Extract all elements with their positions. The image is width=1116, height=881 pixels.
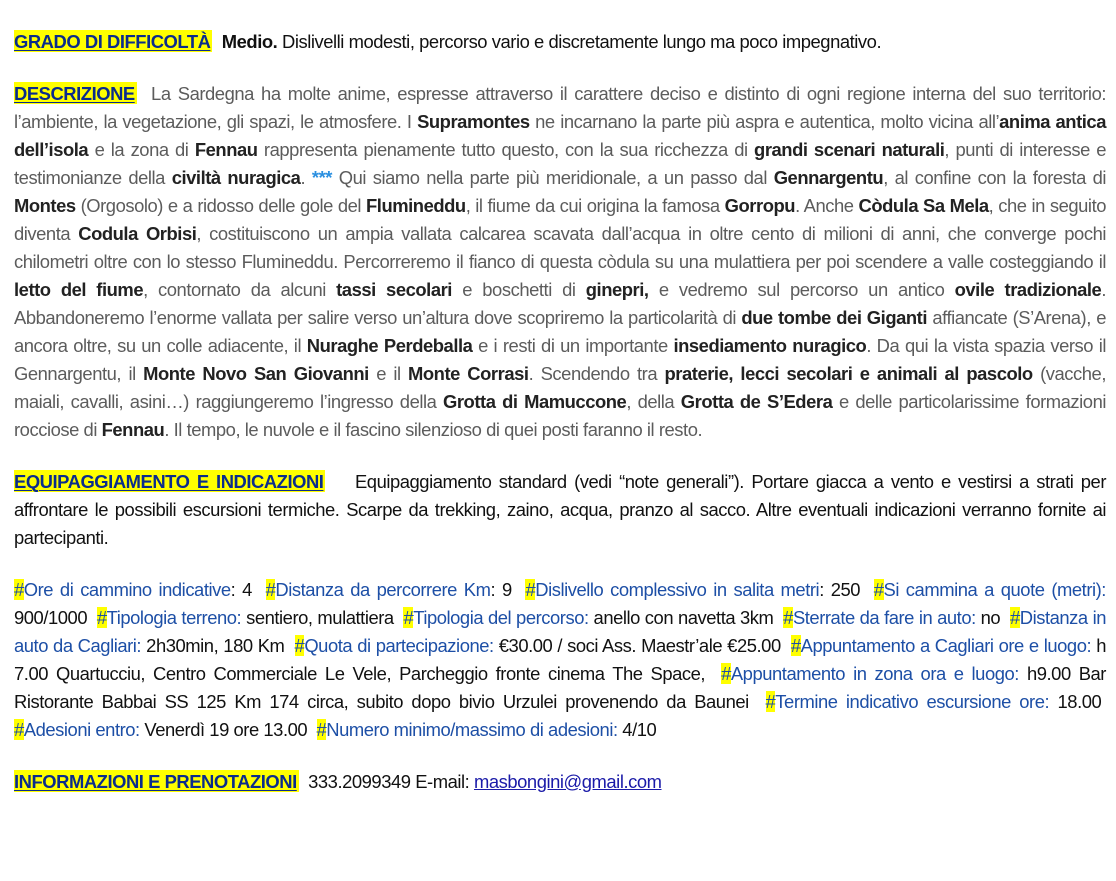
info-email-label: E-mail: <box>415 771 470 792</box>
hash-marker: # <box>96 607 107 628</box>
desc-text: (vacche, maiali, cavalli, asini…) raggiungeremo l’ingresso della <box>14 363 1106 412</box>
detail-item <box>14 719 307 740</box>
info-heading: INFORMAZIONI E PRENOTAZIONI <box>14 771 297 792</box>
detail-label: Adesioni entro: <box>23 719 140 740</box>
difficulty-level: Medio. <box>221 31 278 52</box>
desc-bold: Nuraghe Perdeballa <box>306 335 473 356</box>
desc-text: La Sardegna ha molte anime, espresse attraverso il carattere deciso e distinto di ogni regione interna del suo territorio: l’ambiente, la vegetazione, gli spazi, le atmosfere. I <box>14 83 1107 132</box>
desc-text: , al confine con la foresta di <box>883 167 1106 188</box>
detail-label: Appuntamento in zona ora e luogo: <box>730 663 1019 684</box>
desc-bold: Fennau <box>194 139 258 160</box>
detail-label: Distanza in auto da Cagliari: <box>14 607 1106 656</box>
desc-text: e vedremo sul percorso un antico <box>648 279 955 300</box>
difficulty-section <box>14 28 1106 56</box>
detail-label: Sterrate da fare in auto: <box>792 607 976 628</box>
desc-bold: anima antica dell’isola <box>14 111 1106 160</box>
hash-marker: # <box>721 663 731 684</box>
detail-item <box>403 607 773 628</box>
desc-text: , che in seguito diventa <box>14 195 1107 244</box>
separator-stars: *** <box>311 167 332 188</box>
hash-marker: # <box>403 607 414 628</box>
detail-label: Dislivello complessivo in salita metri <box>535 579 820 600</box>
desc-bold: tassi secolari <box>336 279 452 300</box>
desc-text: (Orgosolo) e a ridosso delle gole del <box>75 195 366 216</box>
desc-text: , contornato da alcuni <box>143 279 337 300</box>
equipment-text: Equipaggiamento standard (vedi “note generali”). Portare giacca a vento e vestirsi a strati per affrontare le possibili escursioni termiche. Scarpe da trekking, zaino, acqua, pranzo al sacco. Altre eventuali indicazioni verranno fornite ai partecipanti. <box>14 471 1106 548</box>
desc-bold: Fennau <box>101 419 165 440</box>
detail-item: #Dislivello complessivo in salita metri: 250 <box>525 579 861 600</box>
detail-value: €30.00 / soci Ass. Maestr’ale €25.00 <box>498 635 781 656</box>
desc-bold: Grotta de S’Edera <box>680 391 833 412</box>
detail-value: 18.00 <box>1057 691 1102 712</box>
detail-item <box>295 635 781 656</box>
detail-label: Termine indicativo escursione ore: <box>775 691 1050 712</box>
detail-item <box>317 719 657 740</box>
detail-label: Tipologia del percorso: <box>413 607 589 628</box>
desc-text: , della <box>626 391 681 412</box>
hash-marker: # <box>14 719 24 740</box>
detail-label: Ore di cammino indicative <box>23 579 231 600</box>
desc-text: . Abbandoneremo l’enorme vallata per salire verso un’altura dove scopriremo la particolarità di <box>14 279 1107 328</box>
desc-text: Qui siamo nella parte più meridionale, a un passo dal <box>331 167 774 188</box>
description-body <box>14 83 1106 440</box>
hash-marker: # <box>14 579 24 600</box>
desc-text: e i resti di un importante <box>472 335 674 356</box>
detail-value: 4 <box>242 579 252 600</box>
detail-label: Appuntamento a Cagliari ore e luogo: <box>800 635 1092 656</box>
equipment-section <box>14 468 1106 552</box>
desc-text: rappresenta pienamente tutto questo, con la sua ricchezza di <box>257 139 755 160</box>
detail-value: sentiero, mulattiera <box>246 607 394 628</box>
desc-bold: Codula Orbisi <box>78 223 197 244</box>
desc-text: e delle particolarissime formazioni rocciose di <box>14 391 1106 440</box>
desc-bold: Monte Novo San Giovanni <box>143 363 369 384</box>
detail-value: Venerdì 19 ore 13.00 <box>144 719 308 740</box>
desc-bold: Gorropu <box>724 195 796 216</box>
desc-text: . Scendendo tra <box>528 363 665 384</box>
desc-bold: Còdula Sa Mela <box>858 195 989 216</box>
detail-label: Quota di partecipazione: <box>304 635 494 656</box>
description-heading: DESCRIZIONE <box>14 83 135 104</box>
desc-text: affiancate (S’Arena), e ancora oltre, su un colle adiacente, il <box>14 307 1106 356</box>
desc-text: e la zona di <box>88 139 195 160</box>
detail-item <box>97 607 394 628</box>
equipment-heading: EQUIPAGGIAMENTO E INDICAZIONI <box>14 471 324 492</box>
desc-bold: letto del fiume <box>14 279 144 300</box>
detail-value: 2h30min, 180 Km <box>146 635 285 656</box>
desc-bold: due tombe dei Giganti <box>741 307 928 328</box>
desc-bold: Montes <box>14 195 76 216</box>
details-section <box>14 576 1106 744</box>
desc-text: , il fiume da cui origina la famosa <box>465 195 725 216</box>
detail-value: 4/10 <box>622 719 657 740</box>
desc-text: e boschetti di <box>451 279 586 300</box>
detail-item: #Distanza da percorrere Km: 9 <box>265 579 512 600</box>
hash-marker: # <box>873 579 884 600</box>
email-link[interactable]: masbongini@gmail.com <box>473 771 662 792</box>
detail-label: Si cammina a quote (metri): <box>883 579 1106 600</box>
desc-bold: insediamento nuragico <box>673 335 867 356</box>
hash-marker: # <box>316 719 327 740</box>
desc-text: . Anche <box>795 195 859 216</box>
desc-bold: grandi scenari naturali <box>754 139 945 160</box>
description-section <box>14 80 1106 444</box>
desc-bold: civiltà nuragica <box>171 167 301 188</box>
difficulty-heading: GRADO DI DIFFICOLTÀ <box>14 31 211 52</box>
desc-bold: ovile tradizionale <box>954 279 1102 300</box>
detail-value: 250 <box>830 579 861 600</box>
desc-bold: ginepri, <box>585 279 649 300</box>
desc-text: ne incarnano la parte più aspra e autentica, molto vicina all’ <box>529 111 1000 132</box>
detail-value: no <box>980 607 1001 628</box>
desc-text: . Da qui la vista spazia verso il Gennargentu, il <box>14 335 1106 384</box>
hash-marker: # <box>265 579 276 600</box>
hash-marker: # <box>790 635 801 656</box>
hash-marker: # <box>765 691 776 712</box>
desc-text: , punti di interesse e testimonianze della <box>14 139 1107 188</box>
detail-value: h9.00 Bar Ristorante Babbai SS 125 Km 174 circa, subito dopo bivio Urzulei provenendo da Baunei <box>14 663 1106 712</box>
desc-text: , costituiscono un ampia vallata calcarea scavata dall’acqua in oltre cento di milioni di anni, che converge pochi chilometri oltre con lo stesso Flumineddu. Percorreremo il fianco di questa còdula su una mulattiera per poi scendere a valle costeggiando il <box>14 223 1106 272</box>
info-phone: 333.2099349 <box>308 771 411 792</box>
difficulty-text: Dislivelli modesti, percorso vario e discretamente lungo ma poco impegnativo. <box>282 31 882 52</box>
detail-item <box>783 607 1000 628</box>
desc-bold: Gennargentu <box>773 167 884 188</box>
hash-marker: # <box>783 607 793 628</box>
detail-value: anello con navetta 3km <box>593 607 774 628</box>
detail-value: h 7.00 Quartucciu, Centro Commerciale Le Vele, Parcheggio fronte cinema The Space, <box>14 635 1107 684</box>
detail-value: 9 <box>502 579 512 600</box>
desc-bold: Flumineddu <box>366 195 466 216</box>
detail-label: Distanza da percorrere Km <box>275 579 491 600</box>
desc-bold: Grotta di Mamuccone <box>443 391 627 412</box>
hash-marker: # <box>525 579 536 600</box>
desc-text: . <box>300 167 312 188</box>
detail-label: Numero minimo/massimo di adesioni: <box>326 719 618 740</box>
detail-item <box>766 691 1102 712</box>
desc-bold: praterie, lecci secolari e animali al pascolo <box>664 363 1033 384</box>
hash-marker: # <box>294 635 305 656</box>
desc-bold: Monte Corrasi <box>408 363 529 384</box>
hash-marker: # <box>1009 607 1020 628</box>
detail-item: #Ore di cammino indicative: 4 <box>14 579 252 600</box>
info-section <box>14 768 1106 796</box>
desc-bold: Supramontes <box>417 111 530 132</box>
detail-label: Tipologia terreno: <box>106 607 242 628</box>
detail-value: 900/1000 <box>14 607 88 628</box>
desc-text: e il <box>368 363 409 384</box>
desc-text: . Il tempo, le nuvole e il fascino silenzioso di quei posti faranno il resto. <box>164 419 703 440</box>
